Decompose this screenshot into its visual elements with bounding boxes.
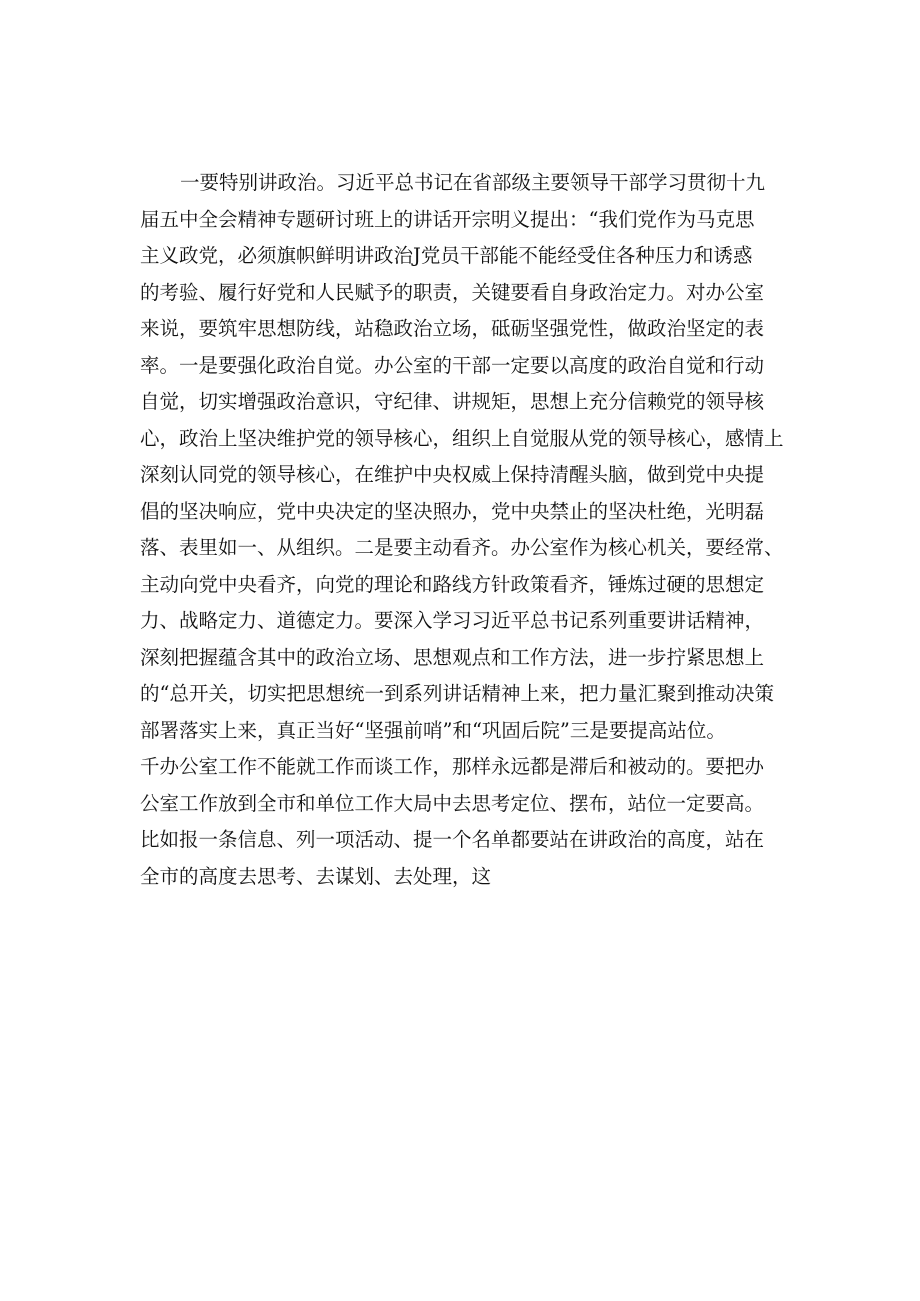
paragraph-line: 深刻认同党的领导核心，在维护中央权威上保持清醒头脑，做到党中央提 [140,463,765,486]
body-paragraph [140,165,790,895]
paragraph-line: 公室工作放到全市和单位工作大局中去思考定位、摆布，站位一定要高。 [140,791,765,815]
paragraph-line: 来说，要筑牢思想防线，站稳政治立场，砥砺坚强党性，做政治坚定的表 [140,317,765,340]
paragraph-line: 落、表里如一、从组织。二是要主动看齐。办公室作为核心机关，要经常、 [140,536,784,559]
paragraph-line: 主动向党中央看齐，向党的理论和路线方针政策看齐，锤炼过硬的思想定 [140,572,765,596]
paragraph-line: 的“总开关，切实把思想统一到系列讲话精神上来，把力量汇聚到推动决策 [140,682,774,705]
paragraph-line: 主义政党，必须旗帜鲜明讲政治J党员干部能不能经受住各种压力和诱惑 [140,244,753,267]
paragraph-line: 比如报一条信息、列一项活动、提一个名单都要站在讲政治的高度，站在 [140,828,765,851]
paragraph-line: 届五中全会精神专题研讨班上的讲话开宗明义提出：“我们党作为马克思 [140,207,755,231]
paragraph-line: 率。一是要强化政治自觉。办公室的干部一定要以高度的政治自觉和行动 [140,353,765,377]
paragraph-line: 倡的坚决响应，党中央决定的坚决照办，党中央禁止的坚决杜绝，光明磊 [140,499,765,523]
paragraph-line: 自觉，切实增强政治意识，守纪律、讲规矩，思想上充分信赖党的领导核 [140,390,765,413]
paragraph-line: 千办公室工作不能就工作而谈工作，那样永远都是滞后和被动的。要把办 [140,755,765,778]
paragraph-line: 深刻把握蕴含其中的政治立场、思想观点和工作方法，进一步拧紧思想上 [140,645,765,669]
paragraph-line: 一要特别讲政治。习近平总书记在省部级主要领导干部学习贯彻十九 [180,171,766,194]
paragraph-line: 力、战略定力、道德定力。要深入学习习近平总书记系列重要讲话精神， [140,609,765,632]
paragraph-line: 部署落实上来，真正当好“坚强前哨”和“巩固后院”三是要提高站位。 [140,718,726,742]
paragraph-line: 的考验、履行好党和人民赋予的职责，关键要看自身政治定力。对办公室 [140,280,765,304]
paragraph-line: 心，政治上坚决维护党的领导核心，组织上自觉服从党的领导核心，感情上 [140,426,784,450]
paragraph-line: 全市的高度去思考、去谋划、去处理，这 [140,864,492,888]
